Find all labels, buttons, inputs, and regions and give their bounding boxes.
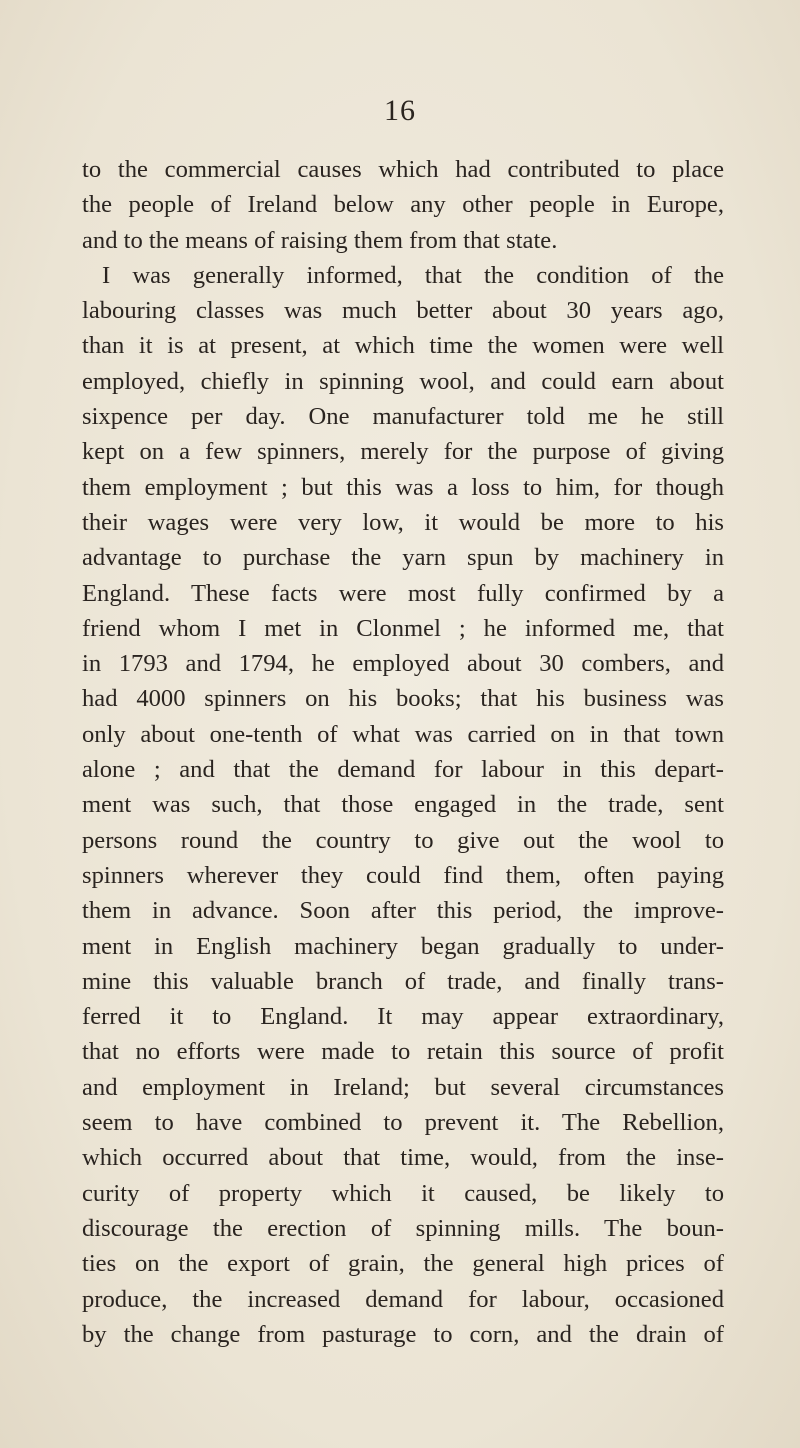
text-line: had 4000 spinners on his books; that his business was xyxy=(82,685,724,713)
text-line: and employment in Ireland; but several circumstances xyxy=(82,1073,724,1101)
text-line: produce, the increased demand for labour, occasioned xyxy=(82,1285,724,1313)
text-line: labouring classes was much better about 30 years ago, xyxy=(82,297,724,325)
text-line: their wages were very low, it would be more to his xyxy=(82,508,724,536)
text-line: ferred it to England. It may appear extraordinary, xyxy=(82,1003,724,1031)
page-number: 16 xyxy=(384,94,416,127)
text-line: spinners wherever they could find them, often paying xyxy=(82,861,724,889)
text-line: than it is at present, at which time the women were well xyxy=(82,332,724,360)
text-line: discourage the erection of spinning mills. The boun- xyxy=(82,1214,724,1242)
text-line: mine this valuable branch of trade, and finally trans- xyxy=(82,967,724,995)
text-line: the people of Ireland below any other people in Europe, xyxy=(82,191,724,219)
text-line: them employment ; but this was a loss to him, for though xyxy=(82,473,724,501)
text-line: in 1793 and 1794, he employed about 30 combers, and xyxy=(82,650,724,678)
text-line: ment in English machinery began gradually to under- xyxy=(82,932,724,960)
text-line: friend whom I met in Clonmel ; he informed me, that xyxy=(82,614,724,642)
text-line: persons round the country to give out the wool to xyxy=(82,826,724,854)
text-line: ties on the export of grain, the general high prices of xyxy=(82,1250,724,1278)
text-line: kept on a few spinners, merely for the purpose of giving xyxy=(82,438,724,466)
text-line: that no efforts were made to retain this source of profit xyxy=(82,1038,724,1066)
text-line: England. These facts were most fully confirmed by a xyxy=(82,579,724,607)
text-line: curity of property which it caused, be likely to xyxy=(82,1179,724,1207)
text-line: by the change from pasturage to corn, and the drain of xyxy=(82,1320,724,1348)
text-line: which occurred about that time, would, from the inse- xyxy=(82,1144,724,1172)
text-line: ment was such, that those engaged in the trade, sent xyxy=(82,791,724,819)
body-text xyxy=(82,152,724,1352)
text-line: I was generally informed, that the condition of the xyxy=(102,261,724,289)
text-line: to the commercial causes which had contributed to place xyxy=(82,156,724,183)
text-line: them in advance. Soon after this period, the improve- xyxy=(82,897,724,925)
text-line: sixpence per day. One manufacturer told me he still xyxy=(82,403,724,431)
text-line: and to the means of raising them from that state. xyxy=(82,226,558,254)
text-line: advantage to purchase the yarn spun by machinery in xyxy=(82,544,724,572)
text-line: employed, chiefly in spinning wool, and could earn about xyxy=(82,367,724,395)
text-line: alone ; and that the demand for labour in this depart- xyxy=(82,756,724,784)
text-line: seem to have combined to prevent it. The Rebellion, xyxy=(82,1109,724,1137)
text-line: only about one-tenth of what was carried on in that town xyxy=(82,720,724,748)
